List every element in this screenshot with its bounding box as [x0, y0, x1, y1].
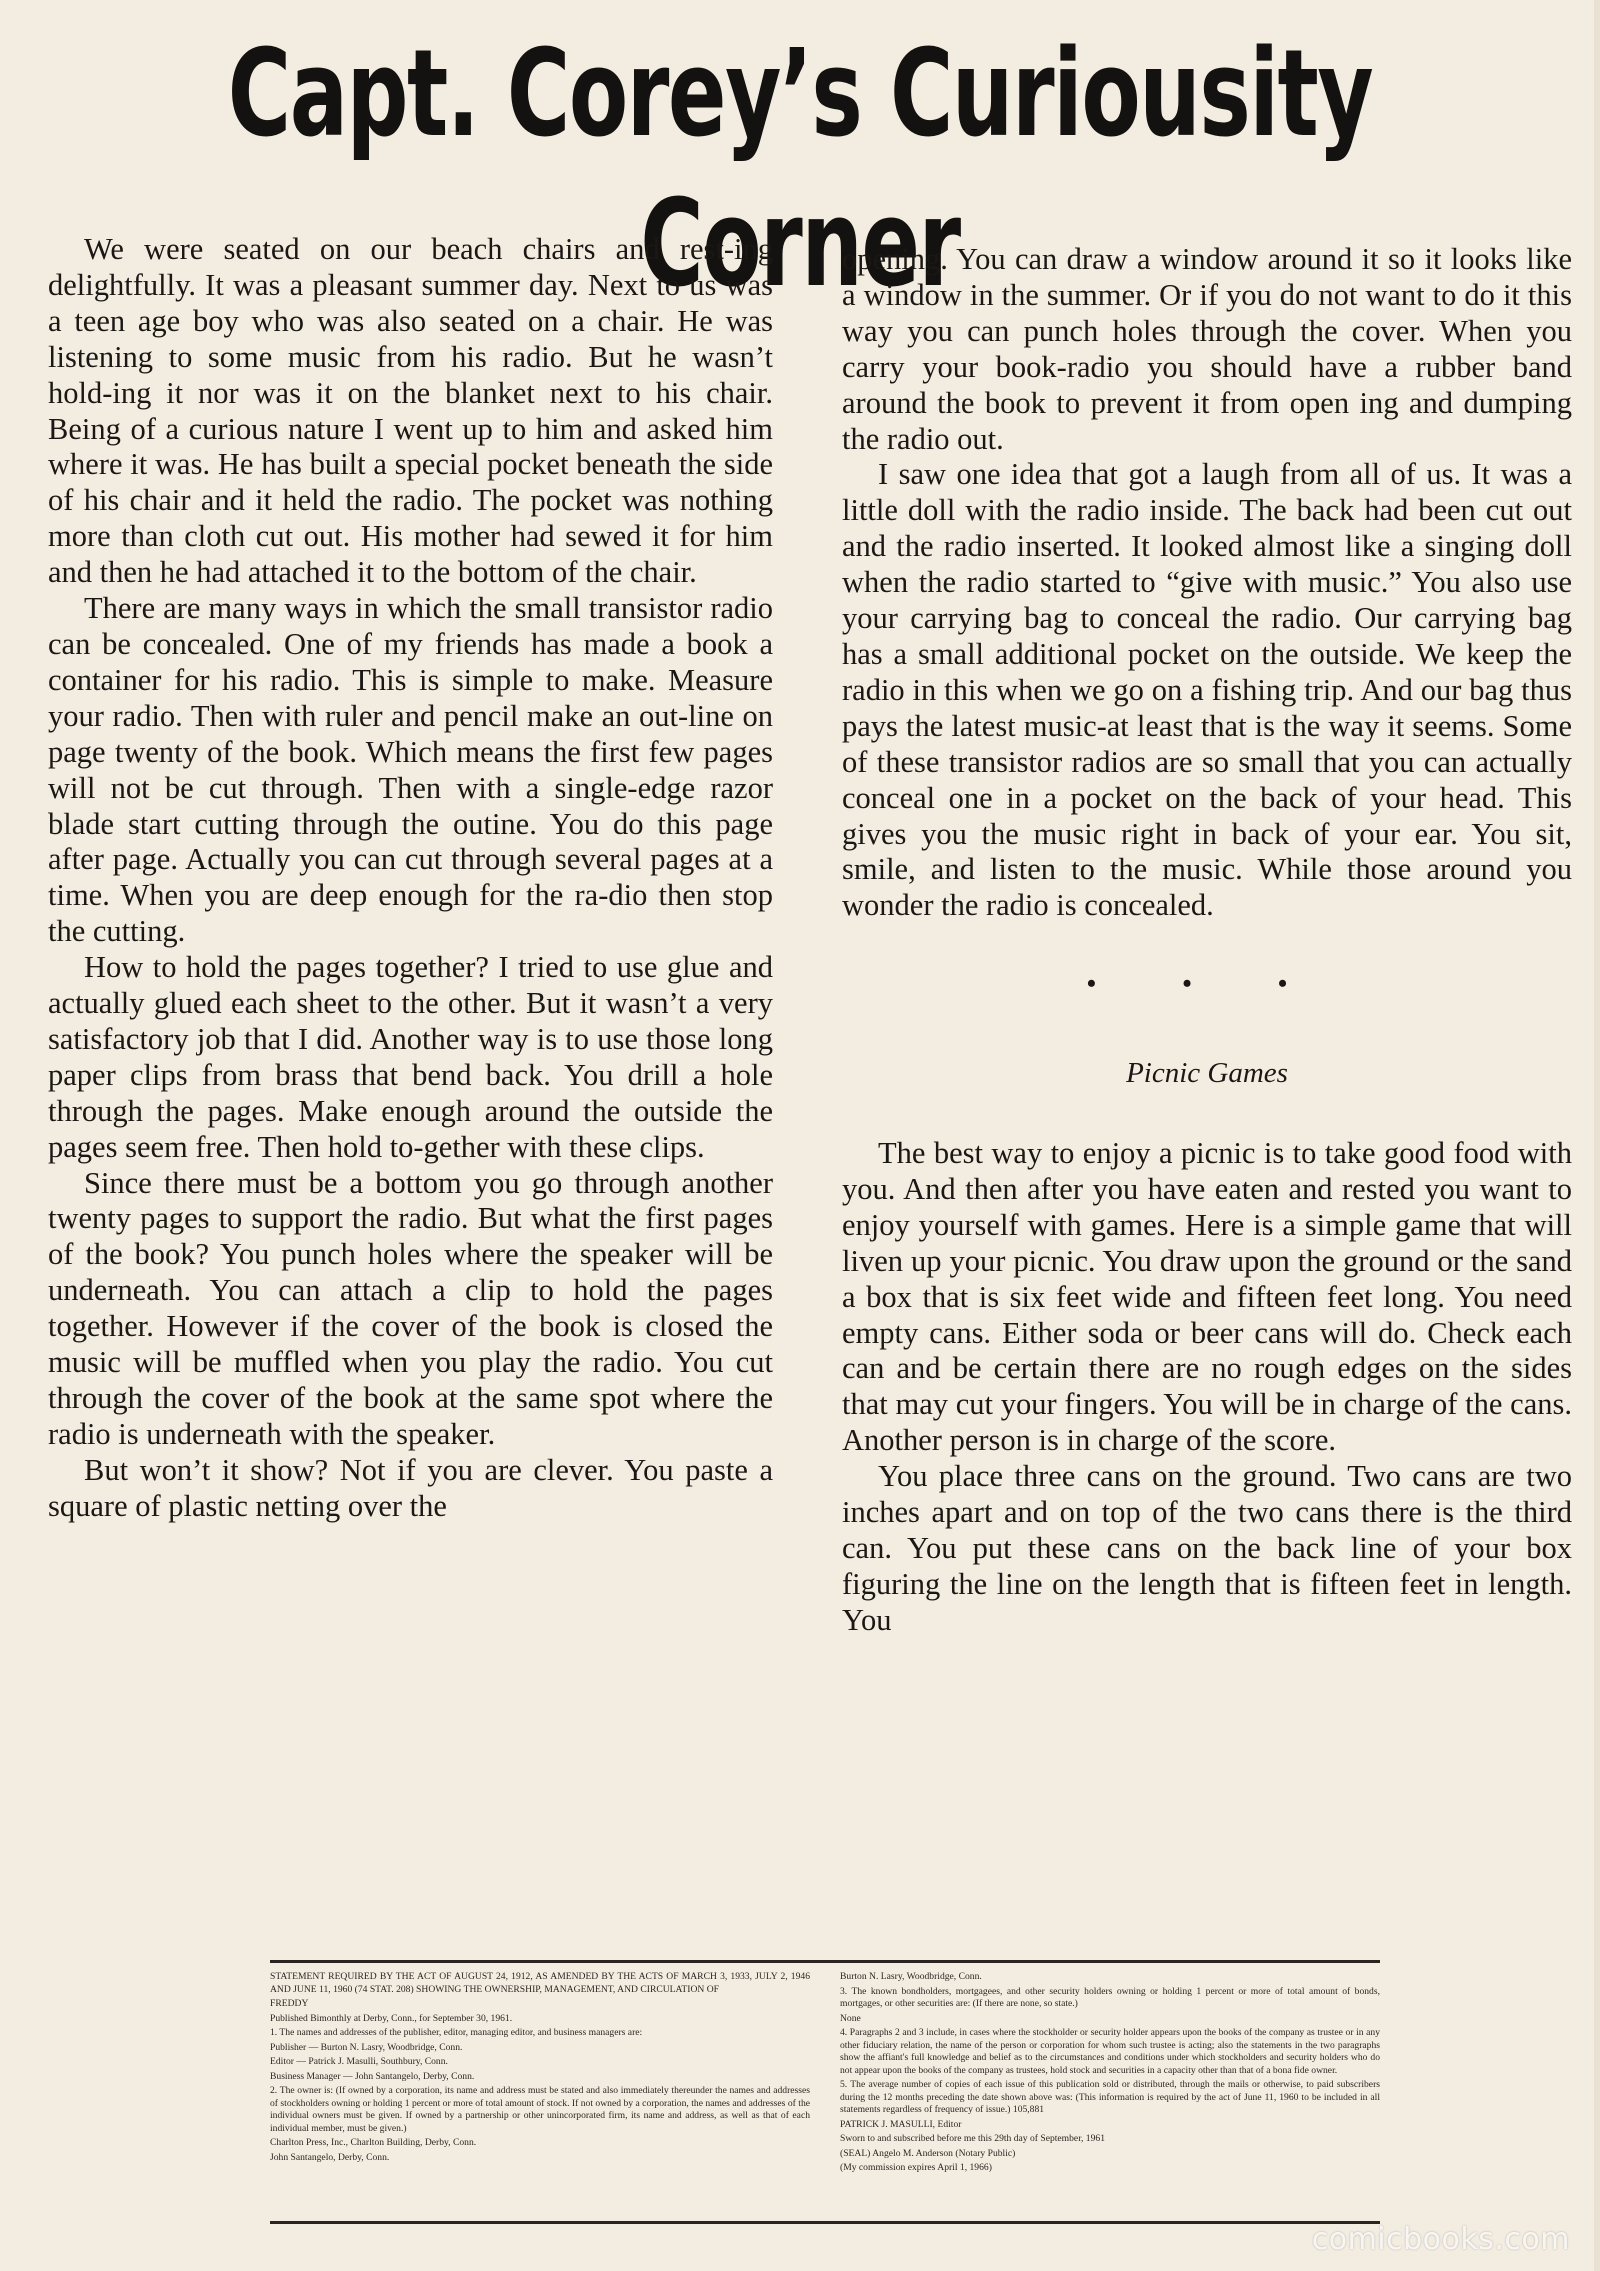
statement-line: John Santangelo, Derby, Conn.	[270, 2151, 390, 2163]
article-paragraph: I saw one idea that got a laugh from all of us. It was a little doll with the radio inside. The back had been cut out and the radio inserted. It looked almost like a singing doll when the radio started to “give with music.” You also use your carrying bag to conceal the radio. Our carrying bag has a small additional pocket on the outside. We keep the radio in this when we go on a fishing trip. And our bag thus pays the latest music-at least that is the way it seems. Some of these transistor radios are so small that you can actually conceal one in a pocket on the back of your head. This gives you the music right in back of your ear. You sit, smile, and listen to the music. While those around you wonder the radio is concealed.	[842, 457, 1572, 923]
statement-line: Sworn to and subscribed before me this 29th day of September, 1961	[840, 2133, 1105, 2144]
statement-line: 2. The owner is: (If owned by a corporation, its name and address must be stated and also immediately thereunder the names and addresses of stockholders owning or holding 1 percent or more of total amount of stock. If not owned by a corporation, the names and addresses of the individual owners must be given. If owned by a partnership or other unincorporated firm, its name and address, as well as that of each individual member, must be given.)	[270, 2085, 810, 2134]
watermark: comicbooks.com	[1311, 2222, 1570, 2257]
statement-line: Publisher — Burton N. Lasry, Woodbridge, Conn.	[270, 2041, 463, 2053]
statement-line: (My commission expires April 1, 1966)	[840, 2162, 992, 2173]
statement-line: FREDDY	[270, 1998, 309, 2009]
article-paragraph: We were seated on our beach chairs and rest-ing delightfully. It was a pleasant summer day. Next to us was a teen age boy who was also seated on a chair. He was listening to some music from his radio. But he wasn’t hold-ing it nor was it on the blanket next to his chair. Being of a curious nature I went up to him and asked him where it was. He has built a special pocket beneath the side of his chair and it held the radio. The pocket was nothing more than cloth cut out. His mother had sewed it for him and then he had attached it to the bottom of the chair.	[48, 232, 773, 590]
statement-line: Published Bimonthly at Derby, Conn., for September 30, 1961.	[270, 2012, 513, 2024]
article-paragraph: Since there must be a bottom you go through another twenty pages to support the radio. But what the first pages of the book? You punch holes where the speaker will be underneath. You can attach a clip to hold the pages together. However if the cover of the book is closed the music will be muffled when you play the radio. You cut through the cover of the book at the same spot where the radio is underneath with the speaker.	[48, 1165, 773, 1451]
statement-line: (SEAL) Angelo M. Anderson (Notary Public)	[840, 2147, 1016, 2159]
statement-line: PATRICK J. MASULLI, Editor	[840, 2118, 962, 2130]
article-left-column	[48, 232, 773, 1525]
statement-line: 3. The known bondholders, mortgagees, and other security holders owning or holding 1 percent or more of total amount of bonds, mortgages, or other securities are: (If there are none, so state.)	[840, 1985, 1380, 2009]
article-paragraph: You place three cans on the ground. Two cans are two inches apart and on top of the two cans there is the third can. You put these cans on the back line of your box figuring the line on the length that is fifteen feet in length. You	[842, 1459, 1572, 1637]
article-paragraph: There are many ways in which the small transistor radio can be concealed. One of my friends has made a book a container for his radio. This is simple to make. Measure your radio. Then with ruler and pencil make an out-line on page twenty of the book. Which means the first few pages will not be cut through. Then with a single-edge razor blade start cutting through the outine. You do this page after page. Actually you can cut through several pages at a time. When you are deep enough for the ra-dio then stop the cutting.	[48, 591, 773, 949]
statement-line: Business Manager — John Santangelo, Derby, Conn.	[270, 2070, 475, 2082]
article-paragraph: opening. You can draw a window around it so it looks like a window in the summer. Or if you do not want to do it this way you can punch holes through the cover. When you carry your book-radio you should have a rubber band around the book to prevent it from open ing and dumping the radio out.	[842, 242, 1572, 456]
article-paragraph: But won’t it show? Not if you are clever. You paste a square of plastic netting over the	[48, 1452, 773, 1523]
page-edge	[1594, 0, 1600, 2271]
statement-line: Burton N. Lasry, Woodbridge, Conn.	[840, 1971, 982, 1982]
statement-line: 1. The names and addresses of the publisher, editor, managing editor, and business managers are:	[270, 2027, 643, 2038]
statement-line: STATEMENT REQUIRED BY THE ACT OF AUGUST 24, 1912, AS AMENDED BY THE ACTS OF MARCH 3, 1933, JULY 2, 1946 AND JUNE 11, 1960 (74 STAT. 208) SHOWING THE OWNERSHIP, MANAGEMENT, AND CIRCULATION OF	[270, 1971, 810, 1995]
article-paragraph: How to hold the pages together? I tried to use glue and actually glued each sheet to the other. But it wasn’t a very satisfactory job that I did. Another way is to use those long paper clips from brass that bend back. You drill a hole through the pages. Make enough around the outside the pages seem free. Then hold to-gether with these clips.	[48, 950, 773, 1164]
ownership-statement	[270, 1960, 1380, 2224]
statement-line: None	[840, 2012, 861, 2024]
statement-line: 5. The average number of copies of each issue of this publication sold or distributed, through the mails or otherwise, to paid subscribers during the 12 months preceding the date shown above was: (This information is required by the act of June 11, 1960 to be included in all statements regardless of frequency of issue.) 105,881	[840, 2079, 1380, 2115]
section-heading: Picnic Games	[1126, 1057, 1288, 1090]
section-separator: • • •	[1086, 969, 1328, 999]
statement-right-column	[840, 1971, 1380, 2221]
article-paragraph: The best way to enjoy a picnic is to take good food with you. And then after you have eaten and rested you want to enjoy yourself with games. Here is a simple game that will liven up your picnic. You draw upon the ground or the sand a box that is six feet wide and fifteen feet long. You need empty cans. Either soda or beer cans will do. Check each can and be certain there are no rough edges on the sides that may cut your fingers. You will be in charge of the cans. Another person is in charge of the score.	[842, 1136, 1572, 1458]
article-right-column	[842, 242, 1572, 1639]
page-title: Capt. Corey’s Curiousity Corner	[227, 25, 1373, 314]
statement-line: 4. Paragraphs 2 and 3 include, in cases where the stockholder or security holder appears upon the books of the company as trustee or in any other fiduciary relation, the name of the person or corporation for whom such trustee is acting; also the statements in the two paragraphs show the affiant's full knowledge and belief as to the circumstances and conditions under which stockholders and security holders who do not appear upon the books of the company as trustees, hold stock and securities in a capacity other than that of a bona fide owner.	[840, 2027, 1380, 2076]
statement-line: Editor — Patrick J. Masulli, Southbury, Conn.	[270, 2056, 448, 2067]
statement-left-column	[270, 1971, 810, 2221]
statement-line: Charlton Press, Inc., Charlton Building, Derby, Conn.	[270, 2137, 477, 2148]
